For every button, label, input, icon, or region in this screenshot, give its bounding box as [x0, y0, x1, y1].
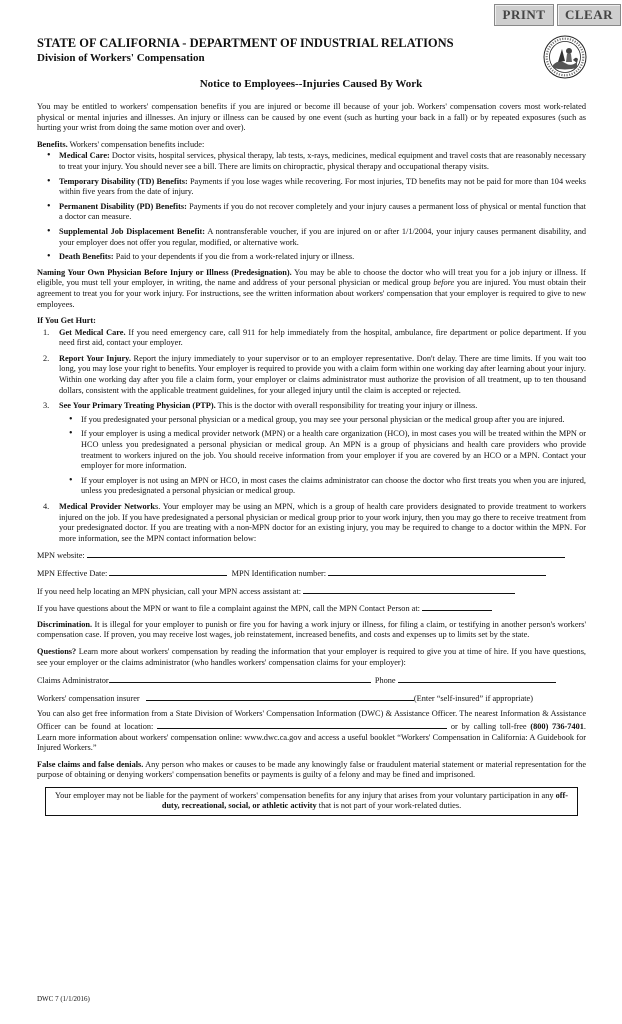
step-number: 4. — [43, 502, 50, 511]
mpn-id-label: MPN Identification number: — [231, 568, 327, 578]
mpn-id-field[interactable] — [328, 567, 546, 576]
ptp-bullet: • If your employer is not using an MPN or HCO, in most cases the claims administrator can choose the doctor who first treats you when you are injured, unless you predesignated a personal physician or medical group. — [81, 476, 586, 497]
mpn-assistant-field[interactable] — [303, 585, 515, 594]
discrimination-paragraph — [37, 620, 586, 641]
step-text: If you need emergency care, call 911 for help immediately from the hospital, ambulance, fire department or police department. If you need first aid, contact your employer. — [59, 327, 587, 348]
step-text: s. Your employer may be using an MPN, which is a group of health care providers designated to provide treatment to workers injured on the job. If you have predesignated a personal physician or medical group prior to your work injury, then you may go there to receive treatment from your predesignated doctor. If you are treating with a non-MPN doctor for an existing injury, you may be required to change to a doctor within the MPN. For more information, see the MPN contact information below: — [59, 502, 587, 543]
step-number: 1. — [43, 327, 50, 337]
benefit-term: Temporary Disability (TD) Benefits: — [59, 176, 188, 186]
mpn-effective-date-label: MPN Effective Date: — [37, 568, 108, 578]
liability-text: that is not part of your work-related duties. — [316, 801, 462, 811]
dwc-location-field[interactable] — [157, 720, 447, 729]
step-term: Medical Provider Network — [59, 502, 155, 511]
benefits-heading: Benefits. — [37, 139, 68, 149]
step-number: 3. — [43, 401, 50, 411]
predesignation-paragraph — [37, 268, 586, 310]
insurer-field[interactable] — [146, 692, 414, 701]
phone-field[interactable] — [398, 674, 556, 683]
benefit-term: Medical Care: — [59, 151, 110, 161]
dwc-or: or — [450, 721, 458, 731]
questions-heading: Questions? — [37, 646, 77, 656]
claims-admin-row — [37, 674, 586, 687]
benefit-item — [59, 252, 586, 263]
questions-text: Learn more about workers' compensation by reading the information that your employer is required to give you at time of hire. If you have questions, see your employer or the claims administrator (who handles workers' compensation claims for your employer): — [37, 646, 586, 667]
false-claims-paragraph — [37, 760, 586, 781]
step-term: See Your Primary Treating Physician (PTP). — [59, 401, 216, 411]
step-item — [43, 401, 586, 497]
ptp-bullet: • If your employer is using a medical provider network (MPN) or a health care organization (HCO), in most cases you will be treated within the MPN or HCO unless you predesignated a personal physician or medical group. An MPN is a group of physicians and health care providers who provide treatment to workers injured on the job. You should receive information from your employer if you are covered by an HCO or a MPN. Contact your employer for more information. — [81, 429, 586, 471]
step-item — [43, 353, 586, 396]
step-term: Report Your Injury. — [59, 353, 131, 363]
dwc-text: by calling toll-free — [461, 721, 531, 731]
form-id-footer: DWC 7 (1/1/2016) — [37, 995, 90, 1003]
step-text: This is the doctor with overall responsibility for treating your injury or illness. — [215, 401, 478, 411]
false-claims-heading: False claims and false denials. — [37, 759, 144, 769]
benefit-text: Doctor visits, hospital services, physical therapy, lab tests, x-rays, medicines, medical equipment and travel costs that are reasonably necessary to treat your injury. You should never see a bill. There are limits on chiropractic, physical therapy and occupational therapy visits. — [59, 151, 586, 171]
step-item — [43, 502, 587, 544]
phone-label: Phone — [374, 676, 396, 686]
benefit-text: Payments if you do not recover completely and your injury causes a permanent loss of physical or mental function that a doctor can measure. — [59, 201, 586, 222]
insurer-row — [37, 692, 586, 705]
benefits-lead: Workers' compensation benefits include: — [67, 139, 205, 149]
division-heading: Division of Workers' Compensation — [37, 52, 205, 64]
dwc-text: You can also get free information from a State Division of Workers' Compensation Information (DWC) & Assistance Officer. The nearest Information & Assistance Officer can be found at location: — [37, 709, 586, 731]
liability-emphasis: off-duty, recreational, social, or athletic activity — [161, 790, 569, 811]
benefit-text: Paid to your dependents if you die from a work-related injury or illness. — [113, 252, 355, 262]
if-hurt-heading: If You Get Hurt: — [37, 316, 96, 326]
mpn-contact-row — [37, 602, 586, 615]
benefit-item — [59, 227, 586, 248]
mpn-date-row — [37, 567, 586, 580]
mpn-website-row — [37, 549, 586, 562]
questions-paragraph — [37, 647, 586, 668]
benefit-text: Payments if you lose wages while recovering. For most injuries, TD benefits may not be paid for more than 104 weeks within five years from the date of injury. — [59, 176, 586, 197]
step-text: Report the injury immediately to your supervisor or to an employer representative. Don't delay. There are time limits. If you wait too long, you may lose your right to benefits. Your employer is required to provide you with a claim form within one working day after learning about your injury. Within one working day after you file a claim form, your employer or claims administrator must authorize the provision of all treatment, up to ten thousand dollars, consistent with the applicable treatment guidelines, for your alleged injury until the claim is accepted or rejected. — [59, 353, 586, 395]
dwc-phone: (800) 736-7401 — [530, 721, 584, 731]
mpn-assistant-label: If you need help locating an MPN physician, call your MPN access assistant at: — [37, 586, 302, 596]
mpn-assistant-row — [37, 585, 586, 598]
discrimination-text: It is illegal for your employer to punish or fire you for having a work injury or illness, for filing a claim, or testifying in another person's workers' compensation case. If proven, you may receive lost wages, job reinstatement, increased benefits, and costs and expenses up to limits set by the state. — [37, 619, 586, 640]
intro-paragraph: You may be entitled to workers' compensation benefits if you are injured or become ill because of your job. Workers' compensation covers most work-related physical or mental injuries and illnesses. An injury or illness can be caused by one event (such as hurting your back in a fall) or by repeated exposures (such as hurting your wrist from doing the same motion over and over). — [37, 102, 586, 133]
predesignation-emphasis: before — [433, 278, 455, 288]
mpn-effective-date-field[interactable] — [109, 567, 227, 576]
ptp-bullet: • If you predesignated your personal physician or a medical group, you may see your personal physician or the medical group after you are injured. — [81, 415, 586, 426]
benefit-term: Death Benefits: — [59, 252, 114, 262]
step-term: Get Medical Care. — [59, 327, 126, 337]
dwc-text: . Learn more information about workers' compensation online: www.dwc.ca.gov and access a useful booklet “Workers' Compensation in California: A Guidebook for Injured Workers.” — [37, 721, 586, 753]
dwc-paragraph — [37, 709, 586, 753]
if-hurt-section — [37, 316, 586, 544]
print-button[interactable]: PRINT — [494, 4, 554, 26]
predesignation-heading: Naming Your Own Physician Before Injury or Illness (Predesignation). — [37, 267, 292, 277]
mpn-contact-label: If you have questions about the MPN or want to file a complaint against the MPN, call the MPN Contact Person at: — [37, 604, 420, 614]
mpn-contact-field[interactable] — [422, 602, 492, 611]
clear-button[interactable]: CLEAR — [557, 4, 621, 26]
benefit-text: A nontransferable voucher, if you are injured on or after 1/1/2004, your injury causes permanent disability, and your employer does not offer you regular, modified, or alternative work. — [59, 226, 586, 247]
notice-title: Notice to Employees--Injuries Caused By Work — [199, 78, 423, 90]
mpn-website-label: MPN website: — [37, 551, 85, 561]
insurer-note: (Enter “self-insured” if appropriate) — [413, 693, 533, 703]
mpn-website-field[interactable] — [87, 549, 565, 558]
step-item — [43, 327, 587, 349]
benefit-item — [59, 177, 586, 198]
claims-administrator-field[interactable] — [109, 674, 371, 683]
claims-administrator-label: Claims Administrator — [37, 676, 109, 686]
benefit-item — [59, 151, 586, 172]
agency-heading: STATE OF CALIFORNIA - DEPARTMENT OF INDUSTRIAL RELATIONS — [37, 36, 454, 50]
notice-body — [37, 102, 586, 816]
discrimination-heading: Discrimination. — [37, 619, 93, 629]
benefits-section — [37, 140, 586, 263]
california-state-seal-icon — [543, 35, 587, 79]
false-claims-text: Any person who makes or causes to be made any knowingly false or fraudulent material statement or material representation for the purpose of obtaining or denying workers' compensation benefits or payments is guilty of a felony and may be fined and imprisoned. — [37, 759, 586, 780]
insurer-label: Workers' compensation insurer — [37, 693, 140, 703]
benefit-term: Supplemental Job Displacement Benefit: — [59, 226, 206, 236]
liability-notice-box — [45, 787, 578, 816]
step-number: 2. — [43, 353, 50, 363]
predesignation-text: you are injured. You must obtain their agreement to treat you for your work injury. For instructions, see the written information about workers' compensation that your employer is required to give to new employees. — [37, 278, 586, 309]
benefit-item — [59, 202, 586, 223]
liability-text: Your employer may not be liable for the payment of workers' compensation benefits for any injury that arises from your voluntary participation in any — [54, 790, 556, 800]
predesignation-text: You may be able to choose the doctor who will treat you for a job injury or illness. If eligible, you must tell your employer, in writing, the name and address of your personal physician or medical group — [37, 267, 586, 288]
benefit-term: Permanent Disability (PD) Benefits: — [59, 201, 187, 211]
